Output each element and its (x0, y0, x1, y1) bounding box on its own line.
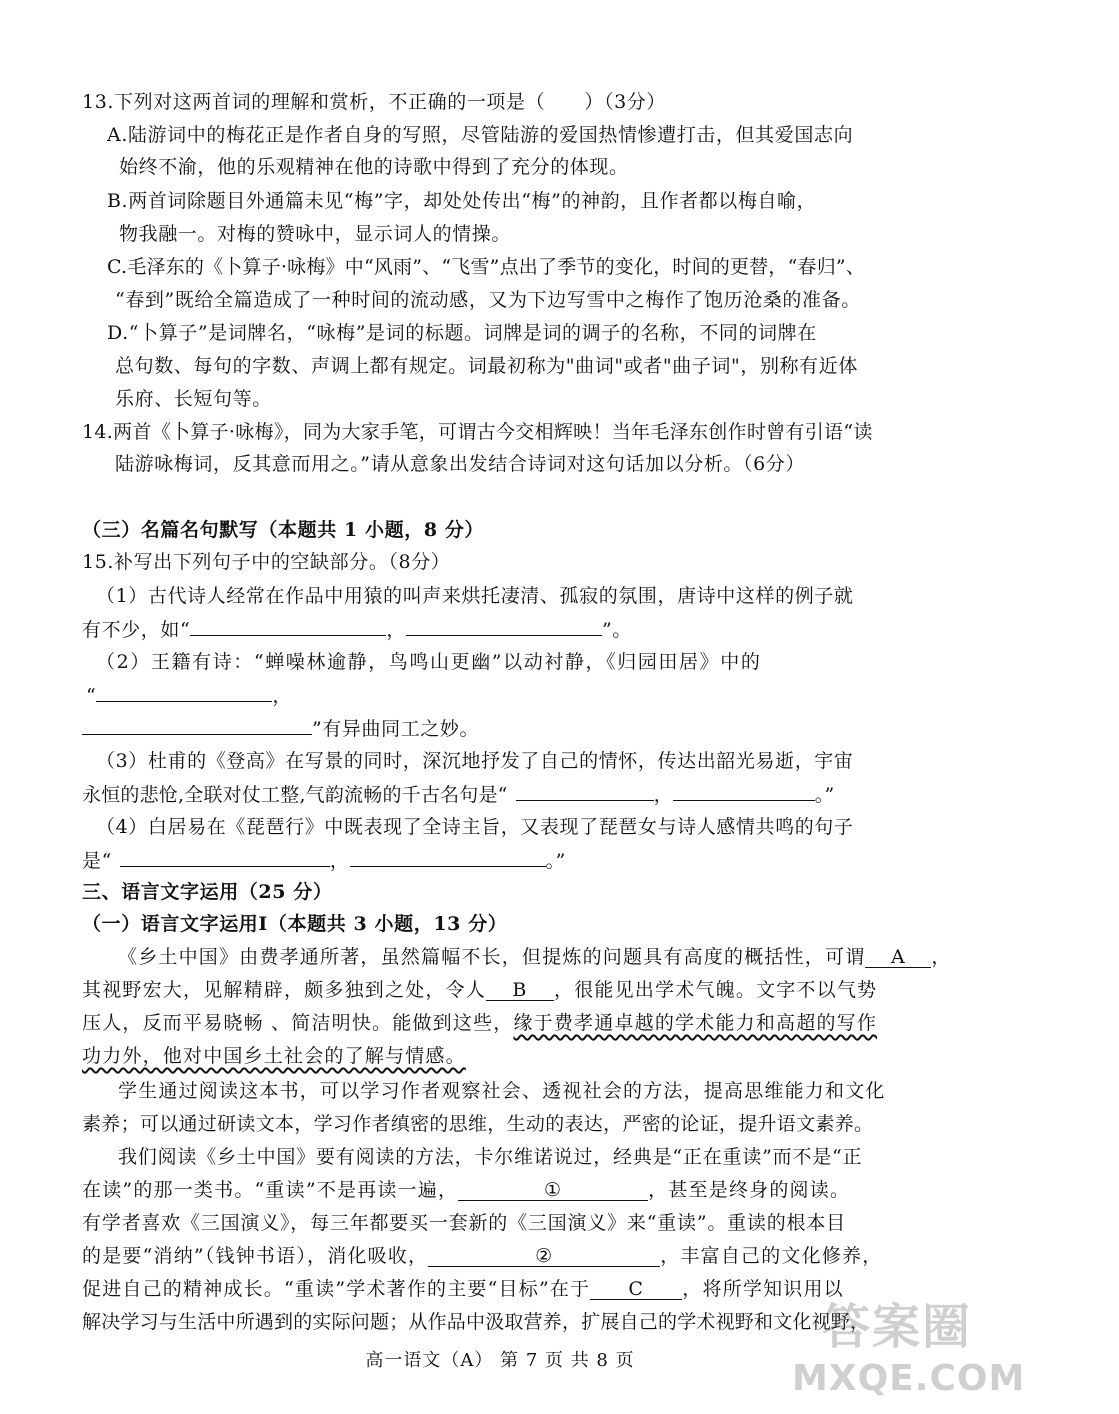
q15-part1-comma: ， (386, 619, 406, 641)
passage-para3-line3: 有学者喜欢《三国演义》，每三年都要买一套新的《三国演义》来“重读”。重读的根本目 (82, 1212, 846, 1234)
q15-part3-line2 (82, 782, 1082, 807)
passage-line2 (82, 978, 1082, 1002)
q15-part4-line2 (82, 848, 1082, 873)
section-famous-lines-title: （三）名篇名句默写（本题共 1 小题，8 分） (82, 519, 485, 541)
passage-para3-line5-end: ，将所学知识用以 (682, 1278, 844, 1300)
passage-line2-end: ，很能见出学术气魄。文字不以气势 (554, 979, 878, 1001)
passage-line3 (82, 1011, 1082, 1035)
q15-stem: 15.补写出下列句子中的空缺部分。（8分） (82, 551, 451, 573)
passage-para3-line4-text: 的是要“消纳”（钱钟书语），消化吸收， (82, 1245, 429, 1267)
passage-para3-line2 (82, 1178, 1082, 1202)
passage-blank-2[interactable]: ② (428, 1244, 660, 1267)
q15-part3-blank2[interactable] (673, 782, 815, 801)
passage-para3-line2-end: ，甚至是终身的阅读。 (648, 1179, 851, 1201)
q14-line2: 陆游咏梅词，反其意而用之。”请从意象出发结合诗词对这句话加以分析。（6分） (115, 453, 806, 475)
q14-line1: 14.两首《卜算子·咏梅》，同为大家手笔，可谓古今交相辉映！当年毛泽东创作时曾有引语“读 (82, 421, 873, 443)
q15-part4-prefix: 是“ (82, 850, 112, 872)
q15-part4-blank1[interactable] (120, 848, 330, 867)
passage-line1-end: ， (931, 946, 952, 968)
q15-part2-blank2[interactable] (82, 716, 312, 735)
passage-para3-line5-text: 促进自己的精神成长。“重读”学术著作的主要“目标”在于 (82, 1278, 591, 1300)
q15-part2-comma: ， (272, 685, 292, 707)
q13-option-b-line1: B.两首词除题目外通篇未见“梅”字，却处处传出“梅”的神韵，且作者都以梅自喻， (107, 190, 817, 212)
q15-part3-blank1[interactable] (516, 782, 654, 801)
q15-part4-suffix: 。” (545, 850, 566, 872)
q15-part1-line2 (82, 617, 1082, 642)
q15-part3-comma: ， (653, 784, 673, 806)
passage-line1-text: 《乡土中国》由费孝通所著，虽然篇幅不长，但提炼的问题具有高度的概括性，可谓 (118, 946, 866, 968)
q15-part2-blank1[interactable] (96, 683, 272, 702)
passage-line2-text: 其视野宏大，见解精辟，颇多独到之处，令人 (82, 979, 487, 1001)
passage-wavy-underlined-sentence-part2: 功力外，他对中国乡土社会的了解与情感。 (82, 1045, 466, 1067)
site-watermark-logo (792, 1288, 1026, 1408)
subsection-language-use-1-title: （一）语言文字运用Ⅰ（本题共 3 小题，13 分） (82, 913, 508, 935)
q15-part2-line3 (82, 716, 1082, 741)
q15-part2-open-quote: “ (86, 685, 97, 707)
passage-blank-b[interactable]: B (486, 978, 554, 1001)
passage-line4 (82, 1044, 1082, 1068)
passage-blank-1[interactable]: ① (458, 1178, 648, 1201)
q15-part3-line1: （3）杜甫的《登高》在写景的同时，深沉地抒发了自己的情怀，传达出韶光易逝，宇宙 (96, 750, 854, 772)
part3-title: 三、语言文字运用（25 分） (82, 881, 333, 903)
q15-part1-prefix: 有不少，如“ (82, 619, 191, 641)
q13-stem: 13.下列对这两首词的理解和赏析，不正确的一项是（ ）（3分） (82, 91, 667, 113)
q13-option-d-line3: 乐府、长短句等。 (115, 388, 272, 410)
passage-para2-line2: 素养；可以通过研读文本，学习作者缜密的思维，生动的表达，严密的论证，提升语文素养。 (82, 1113, 874, 1135)
q13-option-c-line2: “春到”既给全篇造成了一种时间的流动感，又为下边写雪中之梅作了饱历沧桑的准备。 (115, 289, 861, 311)
q15-part1-blank1[interactable] (190, 617, 386, 636)
q13-option-a-line1: A.陆游词中的梅花正是作者自身的写照，尽管陆游的爱国热情惨遭打击，但其爱国志向 (107, 124, 854, 146)
q15-part2-line1: （2）王籍有诗：“蝉噪林逾静，鸟鸣山更幽”以动衬静，《归园田居》中的 (96, 651, 762, 673)
passage-para3-line2-text: 在读”的那一类书。“重读”不是再读一遍， (82, 1179, 459, 1201)
q13-option-b-line2: 物我融一。对梅的赞咏中，显示词人的情操。 (119, 223, 512, 245)
q15-part1-line1: （1）古代诗人经常在作品中用猿的叫声来烘托凄清、孤寂的氛围，唐诗中这样的例子就 (96, 585, 854, 607)
passage-wavy-underlined-sentence-part1: 缘于费孝通卓越的学术能力和高超的写作 (513, 1012, 878, 1034)
watermark-title: 答案圈 (822, 1299, 973, 1355)
q13-option-d-line2: 总句数、每句的字数、声调上都有规定。词最初称为"曲词"或者"曲子词"，别称有近体 (115, 355, 858, 377)
passage-para3-line1: 我们阅读《乡土中国》要有阅读的方法，卡尔维诺说过，经典是“正在重读”而不是“正 (118, 1146, 863, 1168)
passage-para2-line1: 学生通过阅读这本书，可以学习作者观察社会、透视社会的方法，提高思维能力和文化 (118, 1080, 886, 1102)
q13-option-c-line1: C.毛泽东的《卜算子·咏梅》中“风雨”、“飞雪”点出了季节的变化，时间的更替，“春归”、 (107, 256, 866, 278)
passage-line3-text: 压人，反而平易晓畅 、简洁明快。能做到这些， (82, 1012, 514, 1034)
passage-blank-a[interactable]: A (865, 945, 931, 968)
q15-part4-blank2[interactable] (350, 848, 546, 867)
watermark-url: MXQE.COM (792, 1358, 1026, 1399)
q13-option-a-line2: 始终不渝，他的乐观精神在他的诗歌中得到了充分的体现。 (119, 156, 629, 178)
q13-option-d-line1: D.“卜算子”是词牌名，“咏梅”是词的标题。词牌是词的调子的名称，不同的词牌在 (107, 322, 817, 344)
q15-part3-prefix: 永恒的悲怆,全联对仗工整,气韵流畅的千古名句是“ (82, 784, 508, 806)
passage-para3-line6: 解决学习与生活中所遇到的实际问题；从作品中汲取营养，扩展自己的学术视野和文化视野， (82, 1311, 870, 1333)
q15-part2-line2 (86, 683, 1086, 708)
passage-line1 (118, 945, 1118, 969)
passage-para3-line4 (82, 1244, 1082, 1268)
q15-part4-line1: （4）白居易在《琵琶行》中既表现了全诗主旨，又表现了琵琶女与诗人感情共鸣的句子 (96, 816, 854, 838)
q15-part2-suffix: ”有异曲同工之妙。 (312, 718, 480, 740)
q15-part1-suffix: ”。 (601, 619, 632, 641)
page-footer: 高一语文（A） 第 7 页 共 8 页 (365, 1350, 635, 1371)
q15-part1-blank2[interactable] (406, 617, 602, 636)
q15-part4-comma: ， (329, 850, 350, 872)
passage-blank-c[interactable]: C (590, 1277, 682, 1300)
passage-para3-line4-end: ，丰富自己的文化修养， (660, 1245, 883, 1267)
q15-part3-suffix: 。” (814, 784, 835, 806)
